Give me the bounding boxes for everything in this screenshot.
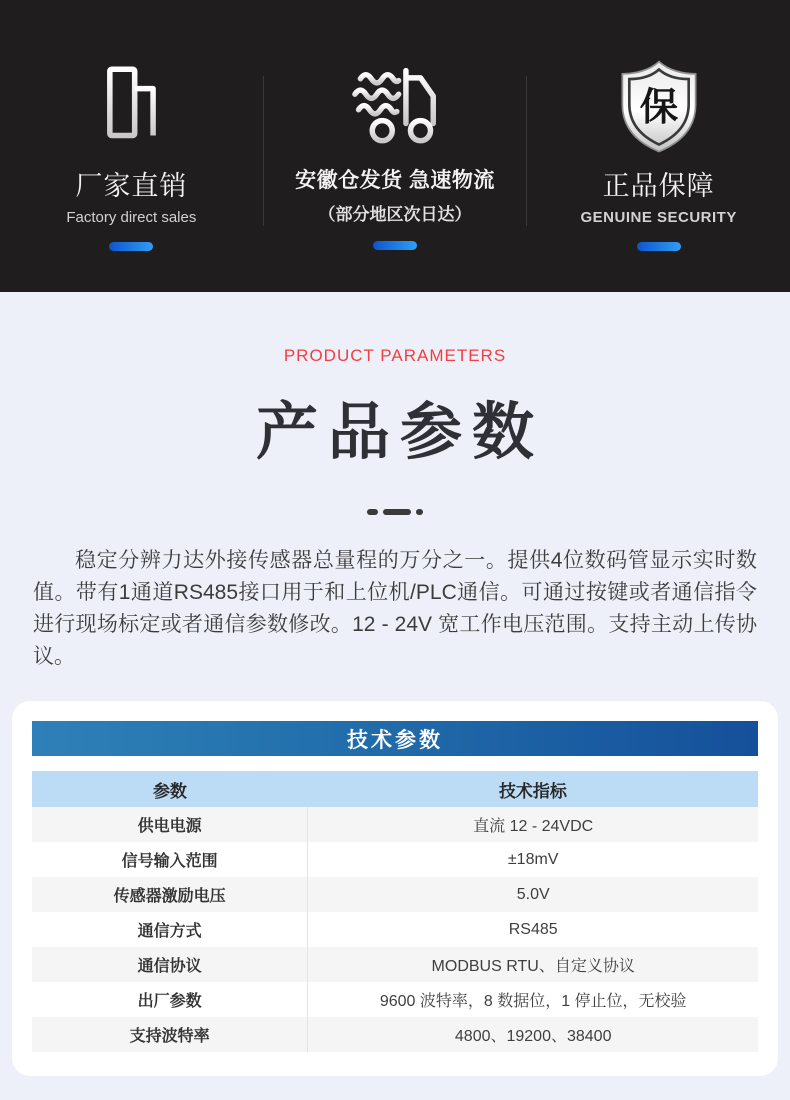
page-title: 产品参数: [255, 398, 544, 467]
accent-pill: [373, 241, 417, 250]
param-cell: 信号输入范围: [121, 853, 218, 870]
param-cell: 通信协议: [137, 958, 202, 975]
param-cell: 通信方式: [137, 923, 202, 940]
value-cell: MODBUS RTU、自定义协议: [308, 947, 758, 982]
param-cell: 传感器激励电压: [113, 888, 226, 905]
feature-fast-shipping: [264, 0, 527, 250]
value-cell: 4800、19200、38400: [308, 1017, 758, 1052]
accent-pill: [109, 242, 153, 251]
table-row: [32, 842, 758, 877]
features-banner: [0, 0, 790, 292]
table-row: [32, 807, 758, 842]
value-cell: ±18mV: [308, 842, 758, 877]
table-row: [32, 912, 758, 947]
value-cell: 5.0V: [308, 877, 758, 912]
table-row: [32, 877, 758, 912]
param-cell: 供电电源: [137, 818, 202, 835]
eyebrow-label: PRODUCT PARAMETERS: [283, 346, 507, 365]
accent-pill: [637, 242, 681, 251]
building-icon: [85, 60, 177, 154]
table-row: [32, 1017, 758, 1052]
value-cell: 9600 波特率，8 数据位，1 停止位，无校验: [308, 982, 758, 1017]
spec-table: [32, 771, 758, 1052]
intro-section: [0, 292, 790, 673]
table-row: [32, 982, 758, 1017]
dash: [367, 509, 378, 515]
value-cell: RS485: [308, 912, 758, 947]
dash: [383, 509, 411, 515]
feature-title: 安徽仓发货 急速物流: [295, 169, 495, 192]
product-description: 稳定分辨力达外接传感器总量程的万分之一。提供4位数码管显示实时数值。带有1通道RS485接口用于和上位机/PLC通信。可通过按键或者通信指令进行现场标定或者通信参数修改。12 - 24V 宽工作电压范围。支持主动上传协议。: [33, 549, 757, 668]
column-header-param: 参数: [32, 771, 308, 807]
table-row: [32, 947, 758, 982]
spec-card: [12, 701, 778, 1076]
param-cell: 出厂参数: [137, 993, 202, 1010]
feature-genuine-security: [527, 0, 790, 251]
value-cell: 直流 12 - 24VDC: [308, 807, 758, 842]
dash-decoration: [0, 509, 790, 515]
feature-title: 厂家直销: [75, 171, 188, 201]
dash: [416, 509, 423, 515]
feature-subtitle: GENUINE SECURITY: [580, 209, 737, 226]
feature-subtitle: Factory direct sales: [66, 209, 197, 226]
feature-factory-direct: [0, 0, 263, 251]
spec-header-row: [32, 771, 758, 807]
shield-icon: [615, 60, 703, 154]
truck-icon: [344, 60, 446, 154]
column-header-value: 技术指标: [308, 771, 758, 807]
param-cell: 支持波特率: [129, 1028, 210, 1045]
feature-subtitle: （部分地区次日达）: [318, 205, 472, 224]
feature-title: 正品保障: [602, 171, 715, 201]
spec-banner-title: 技术参数: [32, 721, 758, 756]
shield-glyph: 保: [639, 86, 678, 130]
